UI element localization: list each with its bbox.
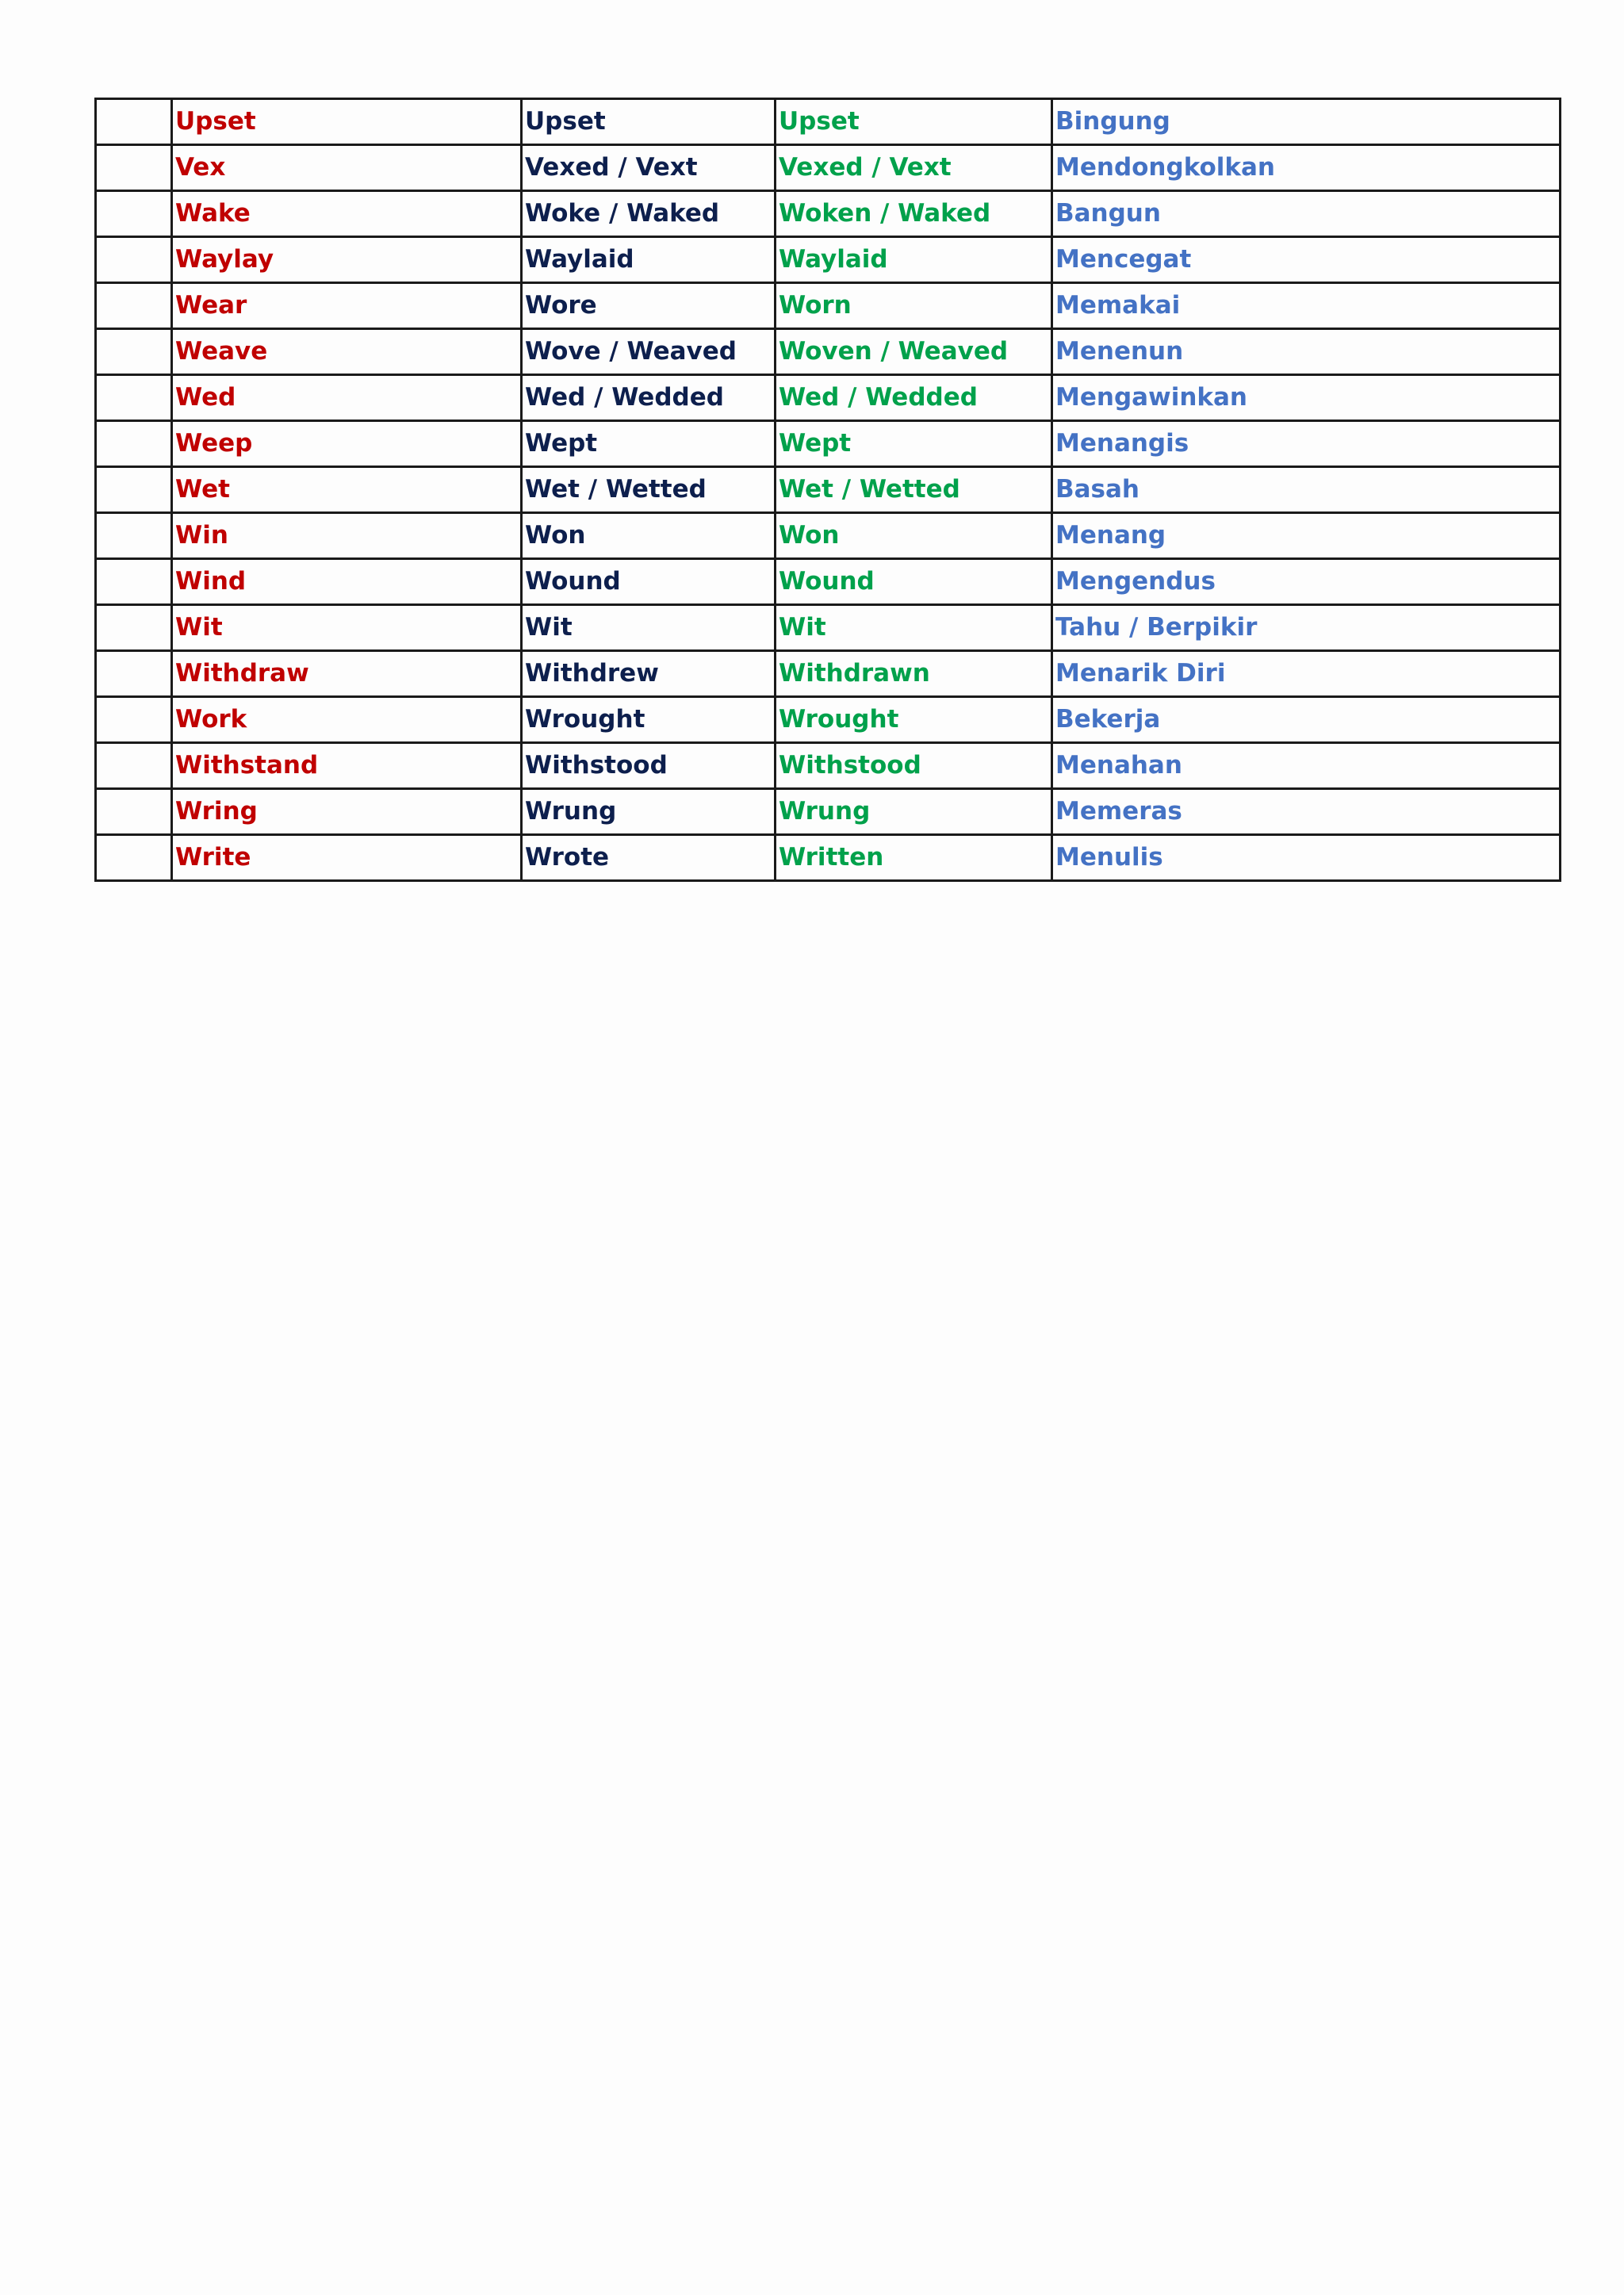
table-row bbox=[96, 467, 1561, 513]
past-participle-cell: Wound bbox=[776, 559, 1052, 605]
row-number-cell bbox=[96, 513, 172, 559]
base-form-cell: Wring bbox=[172, 789, 522, 835]
meaning-cell: Menahan bbox=[1052, 743, 1561, 789]
row-number-cell bbox=[96, 835, 172, 881]
row-number-cell bbox=[96, 789, 172, 835]
past-participle-cell: Wrought bbox=[776, 697, 1052, 743]
base-form-cell: Waylay bbox=[172, 237, 522, 283]
row-number-cell bbox=[96, 605, 172, 651]
meaning-cell: Menangis bbox=[1052, 421, 1561, 467]
base-form-cell: Wake bbox=[172, 191, 522, 237]
base-form-cell: Write bbox=[172, 835, 522, 881]
irregular-verbs-table bbox=[94, 98, 1561, 882]
base-form-cell: Withstand bbox=[172, 743, 522, 789]
row-number-cell bbox=[96, 467, 172, 513]
base-form-cell: Work bbox=[172, 697, 522, 743]
row-number-cell bbox=[96, 145, 172, 191]
past-tense-cell: Withdrew bbox=[522, 651, 776, 697]
base-form-cell: Weep bbox=[172, 421, 522, 467]
base-form-cell: Wind bbox=[172, 559, 522, 605]
meaning-cell: Menulis bbox=[1052, 835, 1561, 881]
past-tense-cell: Woke / Waked bbox=[522, 191, 776, 237]
base-form-cell: Weave bbox=[172, 329, 522, 375]
row-number-cell bbox=[96, 421, 172, 467]
past-participle-cell: Won bbox=[776, 513, 1052, 559]
meaning-cell: Menenun bbox=[1052, 329, 1561, 375]
meaning-cell: Menang bbox=[1052, 513, 1561, 559]
past-participle-cell: Wit bbox=[776, 605, 1052, 651]
past-participle-cell: Written bbox=[776, 835, 1052, 881]
row-number-cell bbox=[96, 651, 172, 697]
past-participle-cell: Woven / Weaved bbox=[776, 329, 1052, 375]
past-participle-cell: Wrung bbox=[776, 789, 1052, 835]
table-row bbox=[96, 651, 1561, 697]
meaning-cell: Mengendus bbox=[1052, 559, 1561, 605]
base-form-cell: Win bbox=[172, 513, 522, 559]
row-number-cell bbox=[96, 191, 172, 237]
past-tense-cell: Upset bbox=[522, 99, 776, 145]
table-row bbox=[96, 789, 1561, 835]
past-tense-cell: Wrote bbox=[522, 835, 776, 881]
row-number-cell bbox=[96, 99, 172, 145]
table-row bbox=[96, 743, 1561, 789]
meaning-cell: Mengawinkan bbox=[1052, 375, 1561, 421]
past-tense-cell: Wit bbox=[522, 605, 776, 651]
meaning-cell: Memeras bbox=[1052, 789, 1561, 835]
table-row bbox=[96, 283, 1561, 329]
base-form-cell: Withdraw bbox=[172, 651, 522, 697]
past-participle-cell: Upset bbox=[776, 99, 1052, 145]
past-tense-cell: Wrung bbox=[522, 789, 776, 835]
past-participle-cell: Woken / Waked bbox=[776, 191, 1052, 237]
table-row bbox=[96, 191, 1561, 237]
past-tense-cell: Wove / Weaved bbox=[522, 329, 776, 375]
base-form-cell: Wit bbox=[172, 605, 522, 651]
table-row bbox=[96, 835, 1561, 881]
past-participle-cell: Worn bbox=[776, 283, 1052, 329]
row-number-cell bbox=[96, 559, 172, 605]
row-number-cell bbox=[96, 375, 172, 421]
base-form-cell: Upset bbox=[172, 99, 522, 145]
table-row bbox=[96, 513, 1561, 559]
row-number-cell bbox=[96, 283, 172, 329]
meaning-cell: Mencegat bbox=[1052, 237, 1561, 283]
table-row bbox=[96, 421, 1561, 467]
past-tense-cell: Waylaid bbox=[522, 237, 776, 283]
past-participle-cell: Wed / Wedded bbox=[776, 375, 1052, 421]
past-tense-cell: Wound bbox=[522, 559, 776, 605]
row-number-cell bbox=[96, 237, 172, 283]
meaning-cell: Mendongkolkan bbox=[1052, 145, 1561, 191]
base-form-cell: Wet bbox=[172, 467, 522, 513]
row-number-cell bbox=[96, 743, 172, 789]
past-tense-cell: Wed / Wedded bbox=[522, 375, 776, 421]
meaning-cell: Tahu / Berpikir bbox=[1052, 605, 1561, 651]
table-row bbox=[96, 145, 1561, 191]
past-participle-cell: Withstood bbox=[776, 743, 1052, 789]
verb-table-body bbox=[96, 99, 1561, 881]
past-tense-cell: Won bbox=[522, 513, 776, 559]
row-number-cell bbox=[96, 329, 172, 375]
table-row bbox=[96, 237, 1561, 283]
past-tense-cell: Wet / Wetted bbox=[522, 467, 776, 513]
past-tense-cell: Wrought bbox=[522, 697, 776, 743]
row-number-cell bbox=[96, 697, 172, 743]
meaning-cell: Bangun bbox=[1052, 191, 1561, 237]
past-participle-cell: Withdrawn bbox=[776, 651, 1052, 697]
base-form-cell: Wear bbox=[172, 283, 522, 329]
meaning-cell: Bingung bbox=[1052, 99, 1561, 145]
past-tense-cell: Withstood bbox=[522, 743, 776, 789]
past-tense-cell: Wore bbox=[522, 283, 776, 329]
meaning-cell: Basah bbox=[1052, 467, 1561, 513]
table-row bbox=[96, 375, 1561, 421]
base-form-cell: Vex bbox=[172, 145, 522, 191]
past-participle-cell: Wept bbox=[776, 421, 1052, 467]
past-tense-cell: Wept bbox=[522, 421, 776, 467]
table-row bbox=[96, 559, 1561, 605]
past-tense-cell: Vexed / Vext bbox=[522, 145, 776, 191]
meaning-cell: Menarik Diri bbox=[1052, 651, 1561, 697]
table-row bbox=[96, 697, 1561, 743]
past-participle-cell: Vexed / Vext bbox=[776, 145, 1052, 191]
table-row bbox=[96, 99, 1561, 145]
meaning-cell: Memakai bbox=[1052, 283, 1561, 329]
past-participle-cell: Wet / Wetted bbox=[776, 467, 1052, 513]
table-row bbox=[96, 605, 1561, 651]
table-row bbox=[96, 329, 1561, 375]
past-participle-cell: Waylaid bbox=[776, 237, 1052, 283]
meaning-cell: Bekerja bbox=[1052, 697, 1561, 743]
base-form-cell: Wed bbox=[172, 375, 522, 421]
